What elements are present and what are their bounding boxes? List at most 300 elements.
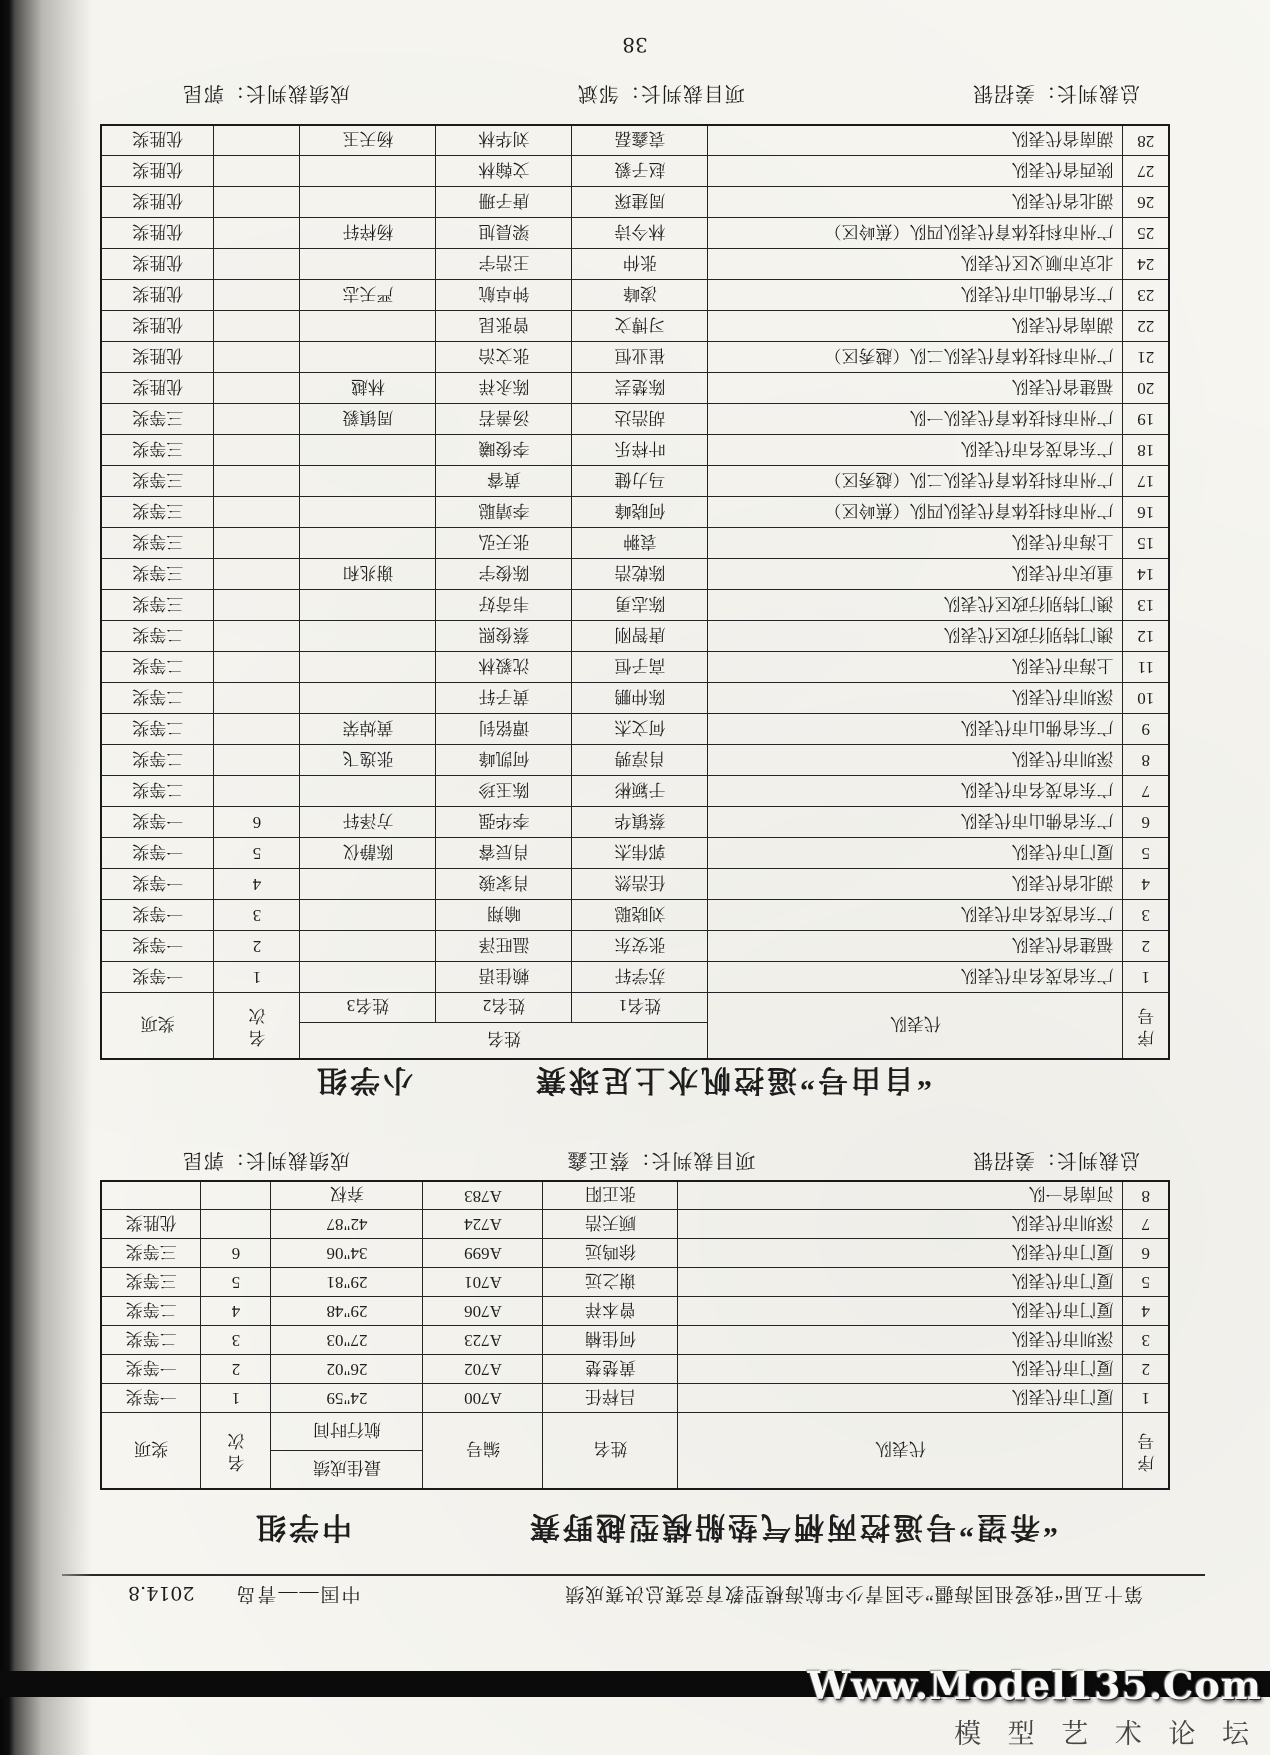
cell-rank: 3 — [201, 1326, 271, 1355]
cell-name1: 林今诗 — [572, 218, 708, 249]
cell-team: 广东省茂名市代表队 — [708, 776, 1123, 807]
cell-name1: 刘晓聪 — [572, 900, 708, 931]
table-row — [101, 404, 1169, 435]
table-row — [101, 962, 1169, 993]
cell-name3 — [300, 466, 436, 497]
cell-name2: 张天弘 — [436, 528, 572, 559]
cell-name3 — [300, 652, 436, 683]
cell-name1: 张安东 — [572, 931, 708, 962]
cell-rank: 4 — [201, 1297, 271, 1326]
col-header-no: 序号 — [1123, 1413, 1169, 1489]
table-row — [101, 1210, 1169, 1239]
cell-sail-no: A783 — [423, 1181, 543, 1210]
cell-award: 一等奖 — [101, 1355, 201, 1384]
doc-location: 中国——青岛 — [234, 1583, 361, 1604]
cell-name1: 陈楚芸 — [572, 373, 708, 404]
section2-group-label: 小学组 — [314, 1063, 413, 1096]
cell-team: 深圳市代表队 — [708, 683, 1123, 714]
cell-sail-no: A723 — [423, 1326, 543, 1355]
cell-rank — [214, 559, 300, 590]
cell-award: 二等奖 — [101, 745, 214, 776]
cell-award: 一等奖 — [101, 1384, 201, 1413]
cell-no: 2 — [1123, 1355, 1169, 1384]
cell-name3 — [300, 249, 436, 280]
cell-rank: 4 — [214, 869, 300, 900]
col-header-rank: 名次 — [214, 993, 300, 1059]
cell-name1: 肖淳骋 — [572, 745, 708, 776]
cell-name2: 肖辰睿 — [436, 838, 572, 869]
cell-rank: 2 — [214, 931, 300, 962]
cell-award: 三等奖 — [101, 466, 214, 497]
cell-time: 34"06 — [271, 1239, 423, 1268]
cell-award: 一等奖 — [101, 962, 214, 993]
cell-rank: 3 — [214, 900, 300, 931]
cell-award: 优胜奖 — [101, 187, 214, 218]
col-header-best-time — [271, 1413, 423, 1489]
cell-team: 广东省佛山市代表队 — [708, 714, 1123, 745]
cell-no: 4 — [1123, 1297, 1169, 1326]
cell-name1: 唐智刚 — [572, 621, 708, 652]
cell-no: 22 — [1123, 311, 1169, 342]
table-row — [101, 621, 1169, 652]
cell-award: 二等奖 — [101, 652, 214, 683]
watermark-forum-name: 模 型 艺 术 论 坛 — [954, 1719, 1258, 1750]
cell-team: 广东省佛山市代表队 — [708, 280, 1123, 311]
cell-time: 弃权 — [271, 1181, 423, 1210]
cell-sail-no: A699 — [423, 1239, 543, 1268]
cell-award: 二等奖 — [101, 621, 214, 652]
cell-name1: 苏学轩 — [572, 962, 708, 993]
cell-team: 广州市科技体育代表队四队（蕉岭区） — [708, 497, 1123, 528]
cell-name1: 马力健 — [572, 466, 708, 497]
table-row — [101, 714, 1169, 745]
cell-no: 26 — [1123, 187, 1169, 218]
cell-name1: 胡浩达 — [572, 404, 708, 435]
cell-name2: 李俊曦 — [436, 435, 572, 466]
cell-rank — [201, 1210, 271, 1239]
col-header-team: 代表队 — [708, 993, 1123, 1059]
cell-award: 优胜奖 — [101, 218, 214, 249]
cell-rank — [214, 342, 300, 373]
cell-award: 三等奖 — [101, 1239, 201, 1268]
cell-team: 深圳市代表队 — [708, 745, 1123, 776]
cell-name2: 张文治 — [436, 342, 572, 373]
cell-no: 7 — [1123, 776, 1169, 807]
cell-award: 优胜奖 — [101, 311, 214, 342]
cell-name3 — [300, 590, 436, 621]
cell-award: 二等奖 — [101, 776, 214, 807]
table-row — [101, 807, 1169, 838]
cell-name3: 林越 — [300, 373, 436, 404]
watermark-url: Www.Model135.Com — [807, 1663, 1262, 1708]
cell-team: 厦门市代表队 — [678, 1297, 1123, 1326]
section1-group-label: 中学组 — [253, 1510, 352, 1543]
cell-rank — [214, 187, 300, 218]
score-judge: 成绩裁判长：郭昆 — [182, 82, 350, 104]
cell-rank — [214, 621, 300, 652]
cell-rank: 1 — [201, 1384, 271, 1413]
cell-team: 广东省茂名市代表队 — [708, 435, 1123, 466]
cell-rank: 5 — [201, 1268, 271, 1297]
table-row — [101, 466, 1169, 497]
cell-name1: 高子恒 — [572, 652, 708, 683]
cell-name3 — [300, 900, 436, 931]
cell-rank — [201, 1181, 271, 1210]
table-row — [101, 373, 1169, 404]
cell-rank: 6 — [214, 807, 300, 838]
cell-name1: 陈乾浩 — [572, 559, 708, 590]
cell-rank — [214, 156, 300, 187]
cell-team: 厦门市代表队 — [678, 1355, 1123, 1384]
table-row — [101, 838, 1169, 869]
event-judge: 项目裁判长：邹斌 — [577, 82, 745, 104]
cell-no: 25 — [1123, 218, 1169, 249]
cell-name3 — [300, 342, 436, 373]
table2-header-row-1 — [101, 1023, 1169, 1059]
cell-name3 — [300, 435, 436, 466]
cell-name2: 文翰林 — [436, 156, 572, 187]
table-row — [101, 311, 1169, 342]
cell-award: 二等奖 — [101, 1297, 201, 1326]
cell-team: 北京市顺义区代表队 — [708, 249, 1123, 280]
cell-rank — [214, 249, 300, 280]
col-header-name: 姓名 — [543, 1413, 678, 1489]
cell-team: 广州市科技体育代表队二队（越秀区） — [708, 342, 1123, 373]
cell-name3 — [300, 311, 436, 342]
cell-name2: 温旺泽 — [436, 931, 572, 962]
cell-name2: 陈玉珍 — [436, 776, 572, 807]
cell-rank — [214, 125, 300, 156]
col-header-name-group: 姓名 — [300, 1023, 708, 1059]
table-row — [101, 745, 1169, 776]
cell-sail-no: A702 — [423, 1355, 543, 1384]
cell-name3: 严天志 — [300, 280, 436, 311]
cell-award: 三等奖 — [101, 1268, 201, 1297]
chief-judge: 总裁判长：姜招银 — [972, 1149, 1140, 1171]
cell-name2: 黄睿 — [436, 466, 572, 497]
cell-team: 重庆市代表队 — [708, 559, 1123, 590]
cell-name: 顾天浩 — [543, 1210, 678, 1239]
cell-rank — [214, 218, 300, 249]
cell-sail-no: A724 — [423, 1210, 543, 1239]
table1-header-row — [101, 1413, 1169, 1489]
cell-name3: 黄焯荣 — [300, 714, 436, 745]
cell-name2: 何凯峰 — [436, 745, 572, 776]
cell-team: 陕西省代表队 — [708, 156, 1123, 187]
cell-name1: 何文杰 — [572, 714, 708, 745]
cell-name1: 于颖彬 — [572, 776, 708, 807]
cell-team: 澳门特别行政区代表队 — [708, 590, 1123, 621]
cell-award: 优胜奖 — [101, 249, 214, 280]
cell-team: 湖南省代表队 — [708, 311, 1123, 342]
chief-judge: 总裁判长：姜招银 — [972, 82, 1140, 104]
cell-name3 — [300, 187, 436, 218]
cell-name2: 梁晨旭 — [436, 218, 572, 249]
cell-name2: 沈毅林 — [436, 652, 572, 683]
cell-name: 徐鸣远 — [543, 1239, 678, 1268]
cell-name2: 刘华林 — [436, 125, 572, 156]
cell-time: 27"03 — [271, 1326, 423, 1355]
cell-award: 一等奖 — [101, 807, 214, 838]
cell-name3: 方泽轩 — [300, 807, 436, 838]
table-row — [101, 1384, 1169, 1413]
cell-name2: 肖家骏 — [436, 869, 572, 900]
cell-name1: 任浩然 — [572, 869, 708, 900]
section2-title — [314, 1061, 932, 1105]
cell-rank: 2 — [201, 1355, 271, 1384]
cell-no: 1 — [1123, 962, 1169, 993]
cell-no: 4 — [1123, 869, 1169, 900]
table-row — [101, 218, 1169, 249]
col-header-name2: 姓名2 — [436, 993, 572, 1023]
cell-award: 三等奖 — [101, 404, 214, 435]
cell-name1: 陈仲鹏 — [572, 683, 708, 714]
cell-name: 吕梓任 — [543, 1384, 678, 1413]
primary-school-results-table — [100, 124, 1170, 1060]
cell-no: 8 — [1123, 745, 1169, 776]
cell-time: 24"59 — [271, 1384, 423, 1413]
cell-no: 16 — [1123, 497, 1169, 528]
table-row — [101, 900, 1169, 931]
cell-no: 6 — [1123, 807, 1169, 838]
table-row — [101, 528, 1169, 559]
cell-award: 三等奖 — [101, 435, 214, 466]
cell-rank — [214, 528, 300, 559]
cell-rank — [214, 652, 300, 683]
cell-name2: 蔡俊熙 — [436, 621, 572, 652]
cell-rank — [214, 373, 300, 404]
col-header-name3: 姓名3 — [300, 993, 436, 1023]
table-row — [101, 931, 1169, 962]
table-row — [101, 125, 1169, 156]
cell-name: 何佳楠 — [543, 1326, 678, 1355]
cell-rank — [214, 590, 300, 621]
cell-no: 5 — [1123, 838, 1169, 869]
table-row — [101, 1239, 1169, 1268]
section2-officials — [182, 81, 1140, 110]
cell-no: 13 — [1123, 590, 1169, 621]
cell-name1: 袁鑫磊 — [572, 125, 708, 156]
col-header-rank: 名次 — [201, 1413, 271, 1489]
cell-name1: 郭伟杰 — [572, 838, 708, 869]
cell-rank: 5 — [214, 838, 300, 869]
cell-no: 21 — [1123, 342, 1169, 373]
cell-rank: 1 — [214, 962, 300, 993]
cell-name3 — [300, 869, 436, 900]
cell-no: 14 — [1123, 559, 1169, 590]
cell-award: 优胜奖 — [101, 1210, 201, 1239]
cell-rank — [214, 683, 300, 714]
cell-team: 广东省茂名市代表队 — [708, 962, 1123, 993]
cell-team: 福建省代表队 — [708, 373, 1123, 404]
cell-rank — [214, 280, 300, 311]
cell-name2: 赖佳语 — [436, 962, 572, 993]
cell-no: 28 — [1123, 125, 1169, 156]
table-row — [101, 776, 1169, 807]
cell-name3: 周镇毅 — [300, 404, 436, 435]
cell-award — [101, 1181, 201, 1210]
table-row — [101, 590, 1169, 621]
cell-award: 三等奖 — [101, 528, 214, 559]
table-row — [101, 187, 1169, 218]
table-row — [101, 1297, 1169, 1326]
cell-team: 福建省代表队 — [708, 931, 1123, 962]
cell-name3 — [300, 497, 436, 528]
cell-name: 谢之远 — [543, 1268, 678, 1297]
cell-name2: 陈永祥 — [436, 373, 572, 404]
cell-name3 — [300, 683, 436, 714]
table-row — [101, 1355, 1169, 1384]
cell-no: 6 — [1123, 1239, 1169, 1268]
cell-name1: 叶梓乐 — [572, 435, 708, 466]
cell-rank — [214, 311, 300, 342]
cell-name1: 袁翀 — [572, 528, 708, 559]
cell-name2: 谭铭钊 — [436, 714, 572, 745]
cell-name: 张正阳 — [543, 1181, 678, 1210]
col-header-name1: 姓名1 — [572, 993, 708, 1023]
cell-name3 — [300, 776, 436, 807]
cell-no: 8 — [1123, 1181, 1169, 1210]
cell-name2: 陈俊宇 — [436, 559, 572, 590]
table-row — [101, 280, 1169, 311]
cell-award: 三等奖 — [101, 559, 214, 590]
cell-team: 深圳市代表队 — [678, 1210, 1123, 1239]
cell-no: 12 — [1123, 621, 1169, 652]
cell-name3 — [300, 156, 436, 187]
cell-name2: 喻翔 — [436, 900, 572, 931]
score-judge: 成绩裁判长：郭昆 — [182, 1149, 350, 1171]
cell-sail-no: A701 — [423, 1268, 543, 1297]
cell-award: 二等奖 — [101, 714, 214, 745]
cell-name1: 张仲 — [572, 249, 708, 280]
col-header-best-result: 最佳成绩 — [313, 1457, 381, 1477]
section1-officials — [182, 1148, 1140, 1177]
cell-team: 厦门市代表队 — [678, 1239, 1123, 1268]
table-row — [101, 652, 1169, 683]
col-header-sail-time: 航行时间 — [272, 1414, 423, 1451]
cell-award: 一等奖 — [101, 838, 214, 869]
cell-no: 27 — [1123, 156, 1169, 187]
cell-name1: 赵子毅 — [572, 156, 708, 187]
table-row — [101, 342, 1169, 373]
cell-team: 湖南省代表队 — [708, 125, 1123, 156]
cell-time: 42"87 — [271, 1210, 423, 1239]
section1-title-text: “希望”号遥控两栖气垫船模型越野赛 — [527, 1510, 1058, 1543]
table-row — [101, 559, 1169, 590]
cell-team: 广州市科技体育代表队二队（越秀区） — [708, 466, 1123, 497]
cell-name2: 钟卓航 — [436, 280, 572, 311]
cell-team: 广州市科技体育代表队一队 — [708, 404, 1123, 435]
cell-name3: 杨梓轩 — [300, 218, 436, 249]
middle-school-results-table — [100, 1180, 1170, 1490]
cell-name1: 何晓峰 — [572, 497, 708, 528]
cell-name3 — [300, 931, 436, 962]
cell-name1: 崔业恒 — [572, 342, 708, 373]
cell-award: 优胜奖 — [101, 156, 214, 187]
section2-title-text: “自由号”遥控帆水上足球赛 — [533, 1063, 932, 1096]
section1-title — [253, 1508, 1058, 1552]
cell-name2: 曾张昆 — [436, 311, 572, 342]
cell-name1: 习博文 — [572, 311, 708, 342]
cell-award: 一等奖 — [101, 869, 214, 900]
table-row — [101, 435, 1169, 466]
cell-team: 澳门特别行政区代表队 — [708, 621, 1123, 652]
cell-team: 广东省茂名市代表队 — [708, 900, 1123, 931]
cell-sail-no: A700 — [423, 1384, 543, 1413]
cell-name2: 汤善若 — [436, 404, 572, 435]
cell-name2: 李靖聪 — [436, 497, 572, 528]
cell-name: 黄楚楚 — [543, 1355, 678, 1384]
cell-no: 24 — [1123, 249, 1169, 280]
table-row — [101, 156, 1169, 187]
cell-name3: 杨天玉 — [300, 125, 436, 156]
cell-rank — [214, 776, 300, 807]
cell-name1: 蔡镇华 — [572, 807, 708, 838]
cell-team: 广州市科技体育代表队四队（蕉岭区） — [708, 218, 1123, 249]
cell-award: 二等奖 — [101, 683, 214, 714]
scan-binding-shadow — [0, 0, 95, 1755]
cell-rank — [214, 714, 300, 745]
cell-name3: 谢兆和 — [300, 559, 436, 590]
cell-name: 曾本祥 — [543, 1297, 678, 1326]
cell-no: 5 — [1123, 1268, 1169, 1297]
cell-award: 一等奖 — [101, 931, 214, 962]
cell-no: 18 — [1123, 435, 1169, 466]
cell-rank — [214, 466, 300, 497]
cell-name3 — [300, 962, 436, 993]
cell-time: 26"02 — [271, 1355, 423, 1384]
table-row — [101, 1268, 1169, 1297]
cell-no: 17 — [1123, 466, 1169, 497]
table-row — [101, 1326, 1169, 1355]
cell-name3: 张逸飞 — [300, 745, 436, 776]
cell-team: 河南省一队 — [678, 1181, 1123, 1210]
event-judge: 项目裁判长：蔡正鑫 — [566, 1149, 756, 1171]
cell-no: 3 — [1123, 1326, 1169, 1355]
cell-no: 3 — [1123, 900, 1169, 931]
cell-rank: 6 — [201, 1239, 271, 1268]
table-row — [101, 1181, 1169, 1210]
cell-team: 深圳市代表队 — [678, 1326, 1123, 1355]
cell-name2: 李华强 — [436, 807, 572, 838]
page-number: 38 — [622, 33, 648, 57]
cell-name3 — [300, 528, 436, 559]
cell-award: 优胜奖 — [101, 342, 214, 373]
table-row — [101, 249, 1169, 280]
cell-name1: 周建琛 — [572, 187, 708, 218]
col-header-award: 奖项 — [101, 1413, 201, 1489]
table-row — [101, 869, 1169, 900]
col-header-no: 序号 — [1123, 993, 1169, 1059]
cell-name1: 陈志勇 — [572, 590, 708, 621]
doc-title: 第十五届“我爱祖国海疆”全国青少年航海模型教育竞赛总决赛成绩 — [564, 1583, 1143, 1604]
cell-award: 一等奖 — [101, 900, 214, 931]
cell-name3: 陈静仪 — [300, 838, 436, 869]
col-header-sail-no: 编号 — [423, 1413, 543, 1489]
cell-no: 23 — [1123, 280, 1169, 311]
table-row — [101, 683, 1169, 714]
cell-no: 7 — [1123, 1210, 1169, 1239]
cell-no: 20 — [1123, 373, 1169, 404]
cell-award: 三等奖 — [101, 590, 214, 621]
cell-award: 三等奖 — [101, 497, 214, 528]
cell-name2: 唐子珊 — [436, 187, 572, 218]
cell-team: 厦门市代表队 — [708, 838, 1123, 869]
cell-name3 — [300, 621, 436, 652]
cell-rank — [214, 435, 300, 466]
cell-no: 11 — [1123, 652, 1169, 683]
cell-sail-no: A706 — [423, 1297, 543, 1326]
